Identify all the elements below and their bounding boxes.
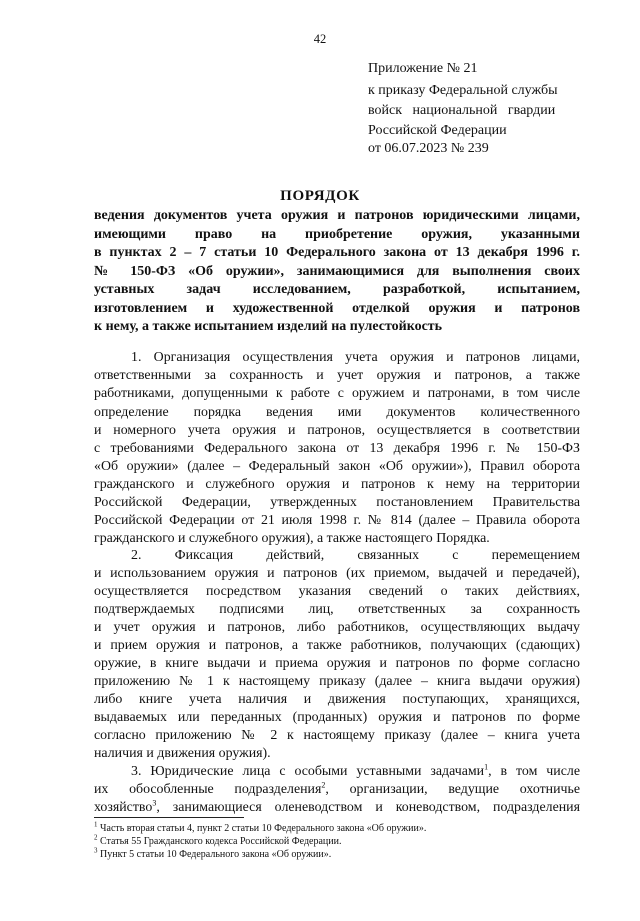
body-line: определение порядка ведения ими документов количественного (94, 405, 580, 420)
body-line: согласно приложению № 2 к настоящему приказу (далее – книга учета (94, 728, 580, 743)
body-line: Российской Федерации от 21 июля 1998 г. № 814 (далее – Правила оборота (94, 513, 580, 528)
body-text: , занимающиеся оленеводством и коневодством, подразделения (156, 800, 580, 815)
subtitle-line: в пунктах 2 – 7 статьи 10 Федерального закона от 13 декабря 1996 г. (94, 245, 580, 260)
footnote (94, 833, 342, 847)
body-line: оружие, в книге выдачи и приема оружия и патронов по форме согласно (94, 656, 580, 671)
footnote-ref: 3 (152, 798, 157, 808)
subtitle-line: ведения документов учета оружия и патронов юридическими лицами, (94, 208, 580, 223)
body-text: , в том числе (488, 764, 580, 779)
subtitle-line: имеющими право на приобретение оружия, указанными (94, 227, 580, 242)
body-line (131, 762, 580, 779)
footnote-mark: 2 (94, 833, 98, 842)
body-text: их обособленные подразделения (94, 782, 322, 797)
body-line: гражданского и служебного оружия), а также настоящего Порядка. (94, 531, 490, 546)
footnote-mark: 3 (94, 846, 98, 855)
appendix-line: к приказу Федеральной службы (368, 83, 558, 98)
body-text: 3. Юридические лица с особыми уставными задачами (131, 764, 485, 779)
body-line: выдаваемых или переданных (проданных) оружия и патронов по форме (94, 710, 580, 725)
body-line: 1. Организация осуществления учета оружия и патронов лицами, (131, 350, 580, 365)
subtitle-line: уставных задач исследованием, разработкой, испытанием, (94, 282, 580, 297)
footnote-divider (94, 817, 244, 818)
body-line: подтверждаемых подписями лиц, ответственных за сохранность (94, 602, 580, 617)
body-line (94, 798, 580, 815)
body-line: либо книге учета наличия и движения поступающих, хранящихся, (94, 692, 580, 707)
subtitle-line: изготовлением и художественной отделкой оружия и патронов (94, 301, 580, 316)
body-line (94, 780, 581, 797)
footnote-text: Статья 55 Гражданского кодекса Российской Федерации. (97, 836, 342, 847)
subtitle-line: № 150-ФЗ «Об оружии», занимающимися для выполнения своих (94, 264, 580, 279)
body-line: работниками, допущенными к работе с оружием и патронами, в том числе (94, 386, 580, 401)
appendix-line: от 06.07.2023 № 239 (368, 141, 489, 156)
body-line: и прием оружия и патронов, а также работников, получающих (сдающих) (94, 638, 580, 653)
footnote (94, 820, 427, 834)
appendix-line: войск национальной гвардии (368, 103, 556, 118)
footnote-text: Пункт 5 статьи 10 Федерального закона «Об оружии». (97, 849, 332, 860)
footnote (94, 846, 332, 860)
body-line: и использованием оружия и патронов (их приемом, выдачей и передачей), (94, 566, 580, 581)
body-line: ответственными за сохранность и учет оружия и патронов, а также (94, 368, 580, 383)
body-line: приложению № 1 к настоящему приказу (далее – книга выдачи оружия) (94, 674, 580, 689)
body-line: и номерного учета оружия и патронов, осуществляется в соответствии (94, 423, 580, 438)
appendix-line: Российской Федерации (368, 123, 507, 138)
footnote-text: Часть вторая статьи 4, пункт 2 статьи 10 Федерального закона «Об оружии». (97, 823, 427, 834)
body-text: хозяйство (94, 800, 153, 815)
document-title: ПОРЯДОК (280, 188, 360, 204)
footnote-ref: 2 (321, 780, 326, 790)
body-line: гражданского и служебного оружия и патронов к нему на территории (94, 477, 580, 492)
body-line: с требованиями Федерального закона от 13 декабря 1996 г. № 150-ФЗ (94, 441, 580, 456)
body-line: Российской Федерации, утвержденных постановлением Правительства (94, 495, 580, 510)
footnote-mark: 1 (94, 820, 98, 829)
page-number: 42 (313, 32, 327, 46)
appendix-line: Приложение № 21 (368, 61, 478, 76)
body-text: , организации, ведущие охотничье (325, 782, 581, 797)
footnote-ref: 1 (484, 762, 489, 772)
body-line: 2. Фиксация действий, связанных с перемещением (131, 548, 580, 563)
subtitle-line: к нему, а также испытанием изделий на пулестойкость (94, 319, 443, 334)
body-line: и учет оружия и патронов, либо работников, осуществляющих выдачу (94, 620, 580, 635)
body-line: «Об оружии» (далее – Федеральный закон «Об оружии»), Правил оборота (94, 459, 580, 474)
body-line: наличия и движения оружия). (94, 746, 271, 761)
body-line: осуществляется посредством указания сведений о таких действиях, (94, 584, 580, 599)
